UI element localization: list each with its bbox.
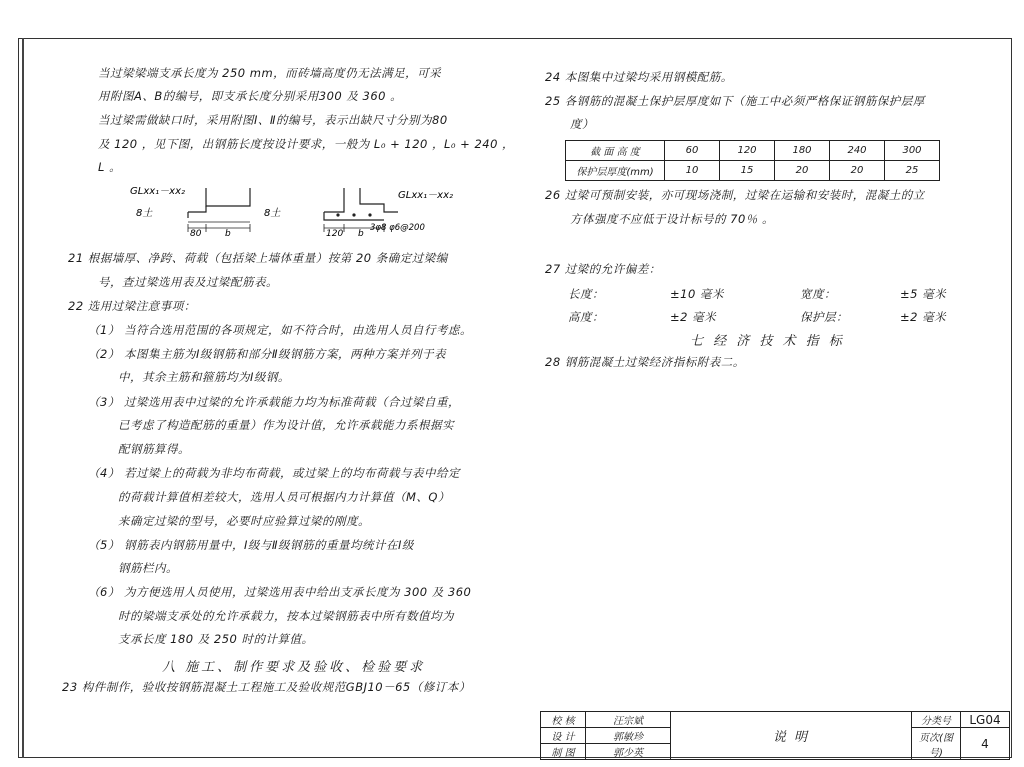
title-block-label: 制 图 — [541, 744, 586, 760]
text-line: 号，查过梁选用表及过梁配筋表。 — [98, 275, 278, 289]
text-line: 24 本图集中过梁均采用钢模配筋。 — [545, 70, 733, 84]
cover-table-cell: 300 — [885, 141, 940, 161]
diagram-dim-right: 120 — [326, 229, 344, 239]
tolerance-value: ±2 毫米 — [670, 310, 717, 324]
cover-table-cell: 20 — [775, 161, 830, 181]
text-line: 26 过梁可预制安装，亦可现场浇制，过梁在运输和安装时，混凝土的立 — [545, 188, 925, 202]
text-line: 28 钢筋混凝土过梁经济指标附表二。 — [545, 355, 745, 369]
diagram-mark-left: 8土 — [136, 208, 153, 219]
text-line: 27 过梁的允许偏差： — [545, 262, 661, 276]
diagram-label-right: GLxx₁－xx₂ — [398, 190, 454, 201]
text-line: （5） 钢筋表内钢筋用量中，Ⅰ级与Ⅱ级钢筋的重量均统计在Ⅰ级 — [88, 538, 414, 552]
text-line: （2） 本图集主筋为Ⅰ级钢筋和部分Ⅱ级钢筋方案，两种方案并列于表 — [88, 347, 447, 361]
text-line: 23 构件制作，验收按钢筋混凝土工程施工及验收规范GBJ10－65（修订本） — [62, 680, 471, 694]
text-line: （6） 为方便选用人员使用，过梁选用表中给出支承长度为 300 及 360 — [88, 585, 472, 599]
section-heading-8: 八 施工、制作要求及验收、检验要求 — [162, 660, 426, 675]
text-line: 来确定过梁的型号，必要时应验算过梁的刚度。 — [118, 514, 370, 528]
page-label: 页次(图号) — [912, 728, 961, 760]
tolerance-label: 保护层： — [800, 310, 848, 324]
cover-table-cell: 180 — [775, 141, 830, 161]
cover-table-cell: 15 — [720, 161, 775, 181]
category-value: LG04 — [961, 712, 1010, 728]
beam-notch-diagram — [128, 184, 488, 242]
tolerance-label: 高度： — [568, 310, 604, 324]
title-block-label: 设 计 — [541, 728, 586, 744]
title-block-signature: 汪宗斌 — [586, 712, 671, 728]
diagram-dim-left: 80 — [190, 229, 202, 239]
text-line: 时的梁端支承处的允许承载力，按本过梁钢筋表中所有数值均为 — [118, 609, 454, 623]
text-line: 的荷载计算值相差较大，选用人员可根据内力计算值（M、Q） — [118, 490, 450, 504]
text-line: L 。 — [98, 160, 122, 174]
text-line: 方体强度不应低于设计标号的 70％ 。 — [570, 212, 774, 226]
text-line: 中，其余主筋和箍筋均为Ⅰ级钢。 — [118, 370, 290, 384]
section-heading-7: 七 经 济 技 术 指 标 — [690, 334, 845, 349]
page-value: 4 — [961, 728, 1010, 760]
text-line: 配钢筋算得。 — [118, 442, 190, 456]
tolerance-value: ±10 毫米 — [670, 287, 724, 301]
category-label: 分类号 — [912, 712, 961, 728]
tolerance-value: ±5 毫米 — [900, 287, 947, 301]
cover-table-cell: 60 — [665, 141, 720, 161]
text-line: （1） 当符合选用范围的各项规定，如不符合时，由选用人员自行考虑。 — [88, 323, 472, 337]
binding-margin-line — [22, 38, 24, 758]
text-line: 当过梁梁端支承长度为 250 mm，而砖墙高度仍无法满足，可采 — [98, 66, 442, 80]
text-line: 22 选用过梁注意事项： — [68, 299, 196, 313]
tolerance-value: ±2 毫米 — [900, 310, 947, 324]
cover-table-row2-label: 保护层厚度(mm) — [566, 161, 665, 181]
title-block-signature: 郭少英 — [586, 744, 671, 760]
title-block — [540, 711, 1010, 757]
tolerance-label: 宽度： — [800, 287, 836, 301]
diagram-mark-right: 8土 — [264, 208, 281, 219]
cover-thickness-table — [565, 140, 940, 181]
text-line: 25 各钢筋的混凝土保护层厚度如下（施工中必须严格保证钢筋保护层厚 — [545, 94, 925, 108]
diagram-dim-right-b: b — [358, 229, 364, 239]
cover-table-cell: 20 — [830, 161, 885, 181]
title-block-signature: 郭敏珍 — [586, 728, 671, 744]
text-line: 已考虑了构造配筋的重量）作为设计值，允许承载能力系根据实 — [118, 418, 454, 432]
text-line: 用附图A、B的编号，即支承长度分别采用300 及 360 。 — [98, 89, 403, 103]
cover-table-row1-label: 截 面 高 度 — [566, 141, 665, 161]
text-line: 支承长度 180 及 250 时的计算值。 — [118, 632, 314, 646]
text-line: 21 根据墙厚、净跨、荷载（包括梁上墙体重量）按第 20 条确定过梁编 — [68, 251, 448, 265]
title-block-label: 校 核 — [541, 712, 586, 728]
sheet-title: 说 明 — [671, 712, 912, 760]
cover-table-cell: 120 — [720, 141, 775, 161]
text-line: 度） — [570, 117, 594, 131]
cover-table-cell: 240 — [830, 141, 885, 161]
diagram-dim-left-b: b — [225, 229, 231, 239]
diagram-label-left: GLxx₁－xx₂ — [130, 186, 186, 197]
tolerance-label: 长度： — [568, 287, 604, 301]
cover-table-cell: 10 — [665, 161, 720, 181]
text-line: 钢筋栏内。 — [118, 561, 178, 575]
text-line: （3） 过梁选用表中过梁的允许承载能力均为标准荷载（合过梁自重， — [88, 395, 460, 409]
diagram-rebar-note: 3φ8 φ6@200 — [370, 223, 425, 233]
text-line: 当过梁需做缺口时，采用附图Ⅰ、Ⅱ的编号，表示出缺尺寸分别为80 — [98, 113, 448, 127]
cover-table-cell: 25 — [885, 161, 940, 181]
text-line: 及 120 ，见下图，出钢筋长度按设计要求，一般为 L₀ + 120 ，L₀ + 240 ， — [98, 137, 515, 151]
text-line: （4） 若过梁上的荷载为非均布荷载，或过梁上的均布荷载与表中给定 — [88, 466, 460, 480]
